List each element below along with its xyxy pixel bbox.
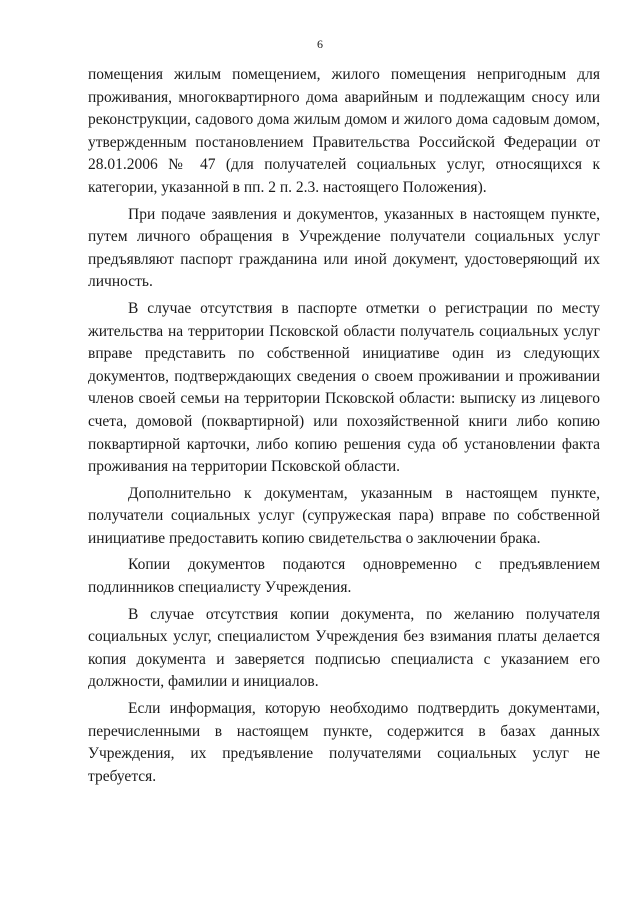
paragraph-registration-absence: В случае отсутствия в паспорте отметки о регистрации по месту жительства на территории Псковской области получатель социальных услуг вправе представить по собственной инициативе один из следующих документов, подтверждающих сведения о своем проживании и проживании членов своей семьи на территории Псковской области: выписку из лицевого счета, домовой (поквартирной) или похозяйственной книги либо копию поквартирной карточки, либо копию решения суда об установлении факта проживания на территории Псковской области. [88, 299, 600, 476]
paragraph-marriage-certificate: Дополнительно к документам, указанным в настоящем пункте, получатели социальных услуг (супружеская пара) вправе по собственной инициативе предоставить копию свидетельства о заключении брака. [88, 484, 600, 547]
paragraph-copies-submission: Копии документов подаются одновременно с предъявлением подлинников специалисту Учреждения. [88, 556, 600, 597]
paragraph-copy-certification: В случае отсутствия копии документа, по желанию получателя социальных услуг, специалистом Учреждения без взимания платы делается копия документа и заверяется подписью специалиста с указанием его должности, фамилии и инициалов. [88, 605, 600, 691]
paragraph-database-information: Если информация, которую необходимо подтвердить документами, перечисленными в настоящем пункте, содержится в базах данных Учреждения, их предъявление получателями социальных услуг не требуется. [88, 700, 600, 785]
paragraph-identity-documents: При подаче заявления и документов, указанных в настоящем пункте, путем личного обращения в Учреждение получатели социальных услуг предъявляют паспорт гражданина или иной документ, удостоверяющий их личность. [88, 205, 600, 291]
page-number: 6 [317, 37, 323, 51]
paragraph-continuation: помещения жилым помещением, жилого помещения непригодным для проживания, многоквартирного дома аварийным и подлежащим сносу или реконструкции, садового дома жилым домом и жилого дома садовым домом, утвержденным постановлением Правительства Российской Федерации от 28.01.2006 № 47 (для получателей социальных услуг, относящихся к категории, указанной в пп. 2 п. 2.3. настоящего Положения). [88, 66, 600, 196]
document-body [88, 64, 600, 792]
